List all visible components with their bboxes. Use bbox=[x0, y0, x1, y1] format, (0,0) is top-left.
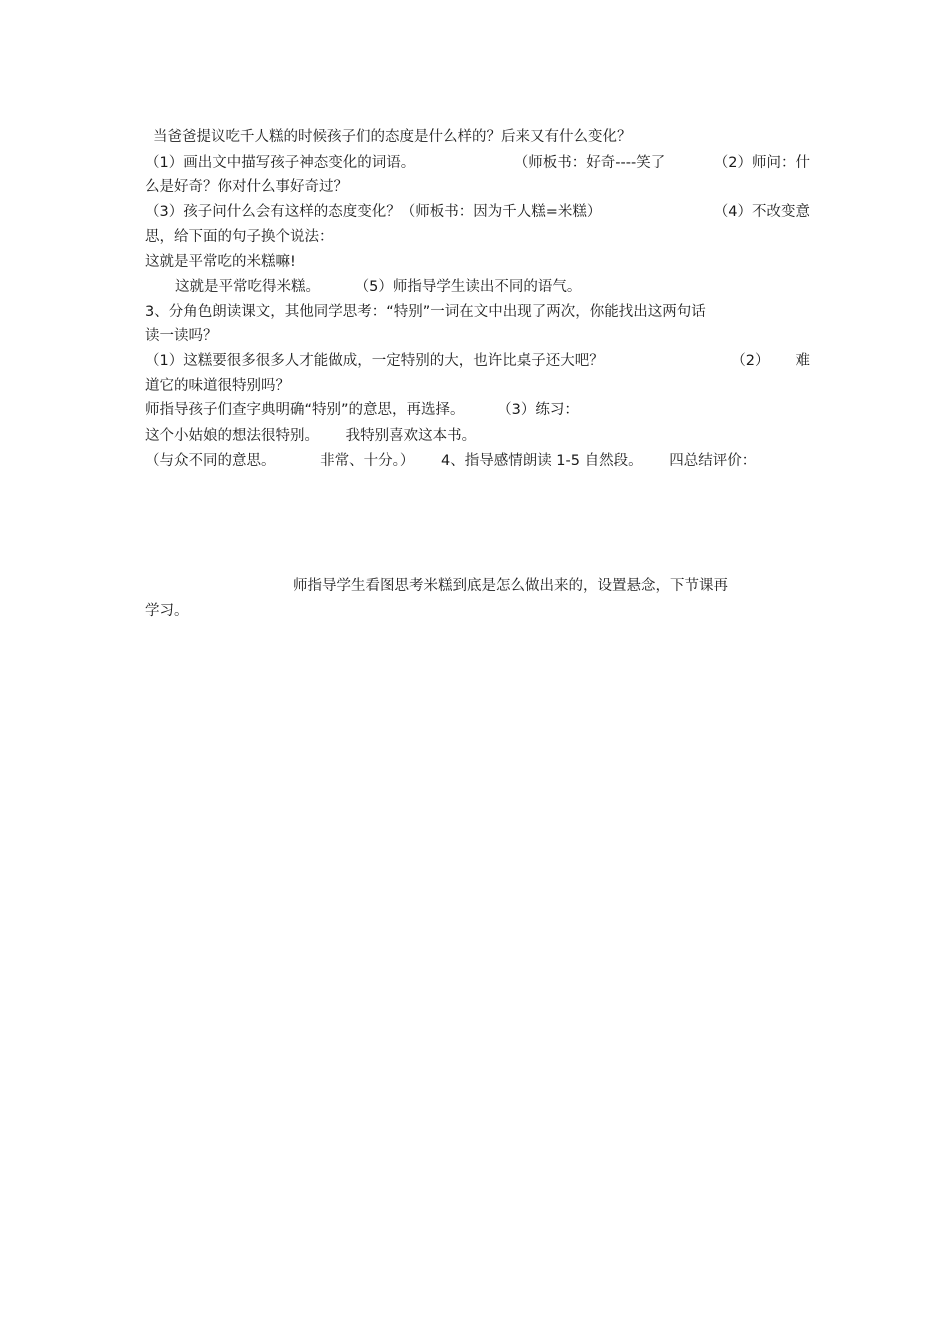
text-line: 当爸爸提议吃千人糕的时候孩子们的态度是什么样的？后来又有什么变化？ bbox=[153, 129, 632, 145]
text-line: 学习。 bbox=[145, 603, 189, 619]
text-line: 师指导孩子们查字典明确“特别”的意思，再选择。 （3）练习： bbox=[145, 402, 579, 418]
text-line: 这个小姑娘的想法很特别。 我特别喜欢这本书。 bbox=[145, 428, 477, 444]
text-line: （1）这糕要很多很多人才能做成，一定特别的大，也许比桌子还大吧？ （2） 难 bbox=[145, 353, 810, 369]
text-line: 这就是平常吃的米糕嘛! bbox=[145, 254, 296, 270]
text-line: 读一读吗？ bbox=[145, 328, 218, 344]
text-line: 么是好奇？你对什么事好奇过？ bbox=[145, 179, 348, 195]
text-line: 这就是平常吃得米糕。 （5）师指导学生读出不同的语气。 bbox=[175, 279, 582, 295]
text-line: 师指导学生看图思考米糕到底是怎么做出来的，设置悬念，下节课再 bbox=[293, 578, 728, 594]
text-line: 道它的味道很特别吗？ bbox=[145, 378, 290, 394]
text-line: （与众不同的意思。 非常、十分。） 4、指导感情朗读 1-5 自然段。 四总结评价： bbox=[145, 453, 757, 469]
text-line: 思，给下面的句子换个说法： bbox=[145, 229, 334, 245]
text-line: （1）画出文中描写孩子神态变化的词语。 （师板书：好奇----笑了 （2）师问：什 bbox=[145, 155, 810, 171]
text-line: （3）孩子问什么会有这样的态度变化？（师板书：因为千人糕=米糕） （4）不改变意 bbox=[145, 204, 810, 220]
text-line: 3、分角色朗读课文，其他同学思考：“特别”一词在文中出现了两次，你能找出这两句话 bbox=[145, 304, 706, 320]
